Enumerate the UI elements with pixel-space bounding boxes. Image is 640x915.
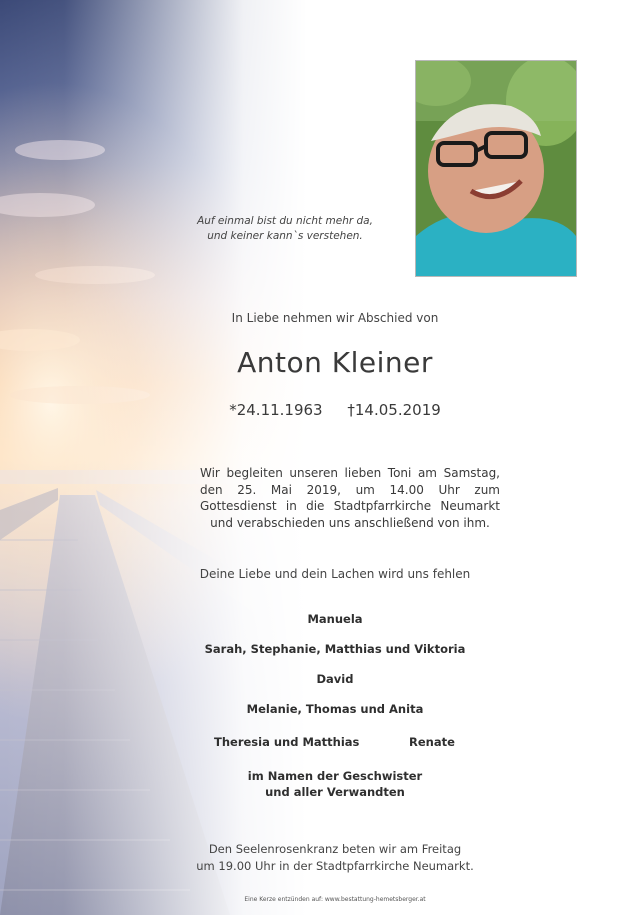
mourner-line-3: David [316,672,354,686]
closing-line: Deine Liebe und dein Lachen wird uns fehlen [199,567,471,581]
mourner-line-2: Sarah, Stephanie, Matthias und Viktoria [204,642,466,656]
ceremony-paragraph: Wir begleiten unseren lieben Toni am Samstag, den 25. Mai 2019, um 14.00 Uhr zum Gottesdienst in die Stadtpfarrkirche Neumarkt und verabschieden uns anschließend von ihm. [200,466,500,530]
farewell-intro: In Liebe nehmen wir Abschied von [231,311,439,325]
birth-date: *24.11.1963 [229,401,323,419]
mourner-name-5b: Renate [409,735,455,749]
memorial-quote [150,214,420,244]
quote-line-2: und keiner kann`s verstehen. [207,230,363,242]
rosary-line-1: Den Seelenrosenkranz beten wir am Freitag [208,842,462,856]
family-note-line-2: und aller Verwandten [265,785,405,799]
death-date: †14.05.2019 [347,401,441,419]
family-note [150,768,520,800]
mourner-name-5a: Theresia und Matthias [214,735,360,749]
portrait-photo [415,60,577,277]
rosary-line-2: um 19.00 Uhr in der Stadtpfarrkirche Neumarkt. [196,859,474,873]
footer-candle-link[interactable]: Eine Kerze entzünden auf: www.bestattung-hemetsberger.at [244,896,426,903]
family-note-line-1: im Namen der Geschwister [247,769,423,783]
mourner-line-1: Manuela [307,612,363,626]
deceased-name: Anton Kleiner [237,346,433,379]
quote-line-1: Auf einmal bist du nicht mehr da, [197,215,373,227]
mourner-line-4: Melanie, Thomas und Anita [246,702,424,716]
rosary-notice [150,841,520,875]
life-dates [150,401,520,419]
